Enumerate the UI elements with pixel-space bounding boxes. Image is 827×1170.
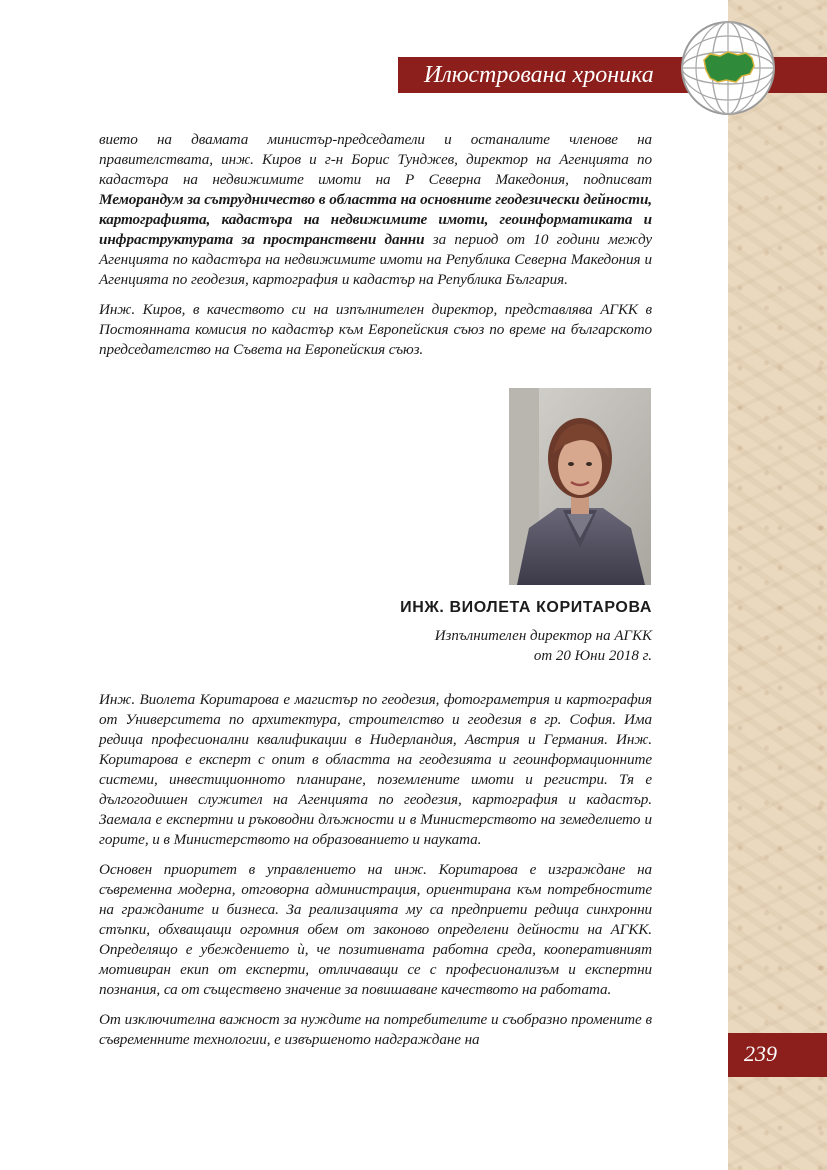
profile-role: Изпълнителен директор на АГКК [434,628,652,644]
memorandum-title: Меморандум за сътрудничество в областта на основните геодезически дейности, картографията, кадастъра на недвижимите имоти, геоинформатиката и инфраструктурата за пространствени данни [99,191,652,248]
intro-text [99,130,652,370]
portrait-photo [509,388,651,585]
globe-bulgaria-map-icon [680,20,776,116]
paragraph-memorandum: вието на двамата министър-председатели и останалите членове на правителствата, инж. Киров и г-н Борис Тунджев, директор на Агенцията по кадастъра на недвижимите имоти на Р Северна Македония, подписват Меморандум за сътрудничество в областта на основните геодезически дейности, картографията, кадастъра на недвижимите имоти, геоинформатиката и инфраструктурата за пространствени данни за период от 10 години между Агенцията по кадастъра на недвижимите имоти на Република Северна Македония и Агенцията по геодезия, картография и кадастър на Република България. [99,131,652,288]
paragraph-eu-commission: Инж. Киров, в качеството си на изпълнителен директор, представлява АГКК в Постоянната комисия по кадастър към Европейския съюз по време на българското председателство на Съвета на Европейския съюз. [99,301,652,358]
page-number-box [728,1033,827,1077]
decorative-side-strip [728,0,827,1170]
profile-since: от 20 Юни 2018 г. [533,648,652,664]
page-number: 239 [744,1041,777,1066]
paragraph-technology: От изключителна важност за нуждите на потребителите и съобразно промените в съвременните технологии, е извършеното надграждане на [99,1011,652,1048]
paragraph-biography: Инж. Виолета Коритарова е магистър по геодезия, фотограметрия и картография от Университета по архитектура, строителство и геодезия в гр. София. Има редица професионални квалификации в Нидерландия, Австрия и Германия. Инж. Коритарова е експерт с опит в областта на геодезията и геоинформационните системи, инвестиционното планиране, поземлените имоти и регистри. Тя е дългогодишен служител на Агенцията по геодезия, картография и кадастър. Заемала е експертни и ръководни длъжности и в Министерството на земеделието и горите, и в Министерството на образованието и науката. [99,691,652,848]
biography-text [99,690,652,1060]
profile-name: ИНЖ. ВИОЛЕТА КОРИТАРОВА [400,599,652,616]
paragraph-priorities: Основен приоритет в управлението на инж. Коритарова е изграждане на съвременна модерна, отговорна администрация, ориентирана към потребностите на гражданите и бизнеса. За реализацията му са предприети редица синхронни стъпки, обхващащи огромния обем от законово определени дейности на АГКК. Определящо е убеждението ѝ, че позитивната работна среда, кооперативният мотивиран екип от експерти, отличаващи се с професионализъм и експертни познания, са от съществено значение за повишаване качеството на работата. [99,861,652,998]
section-title: Илюстрована хроника [424,62,654,88]
